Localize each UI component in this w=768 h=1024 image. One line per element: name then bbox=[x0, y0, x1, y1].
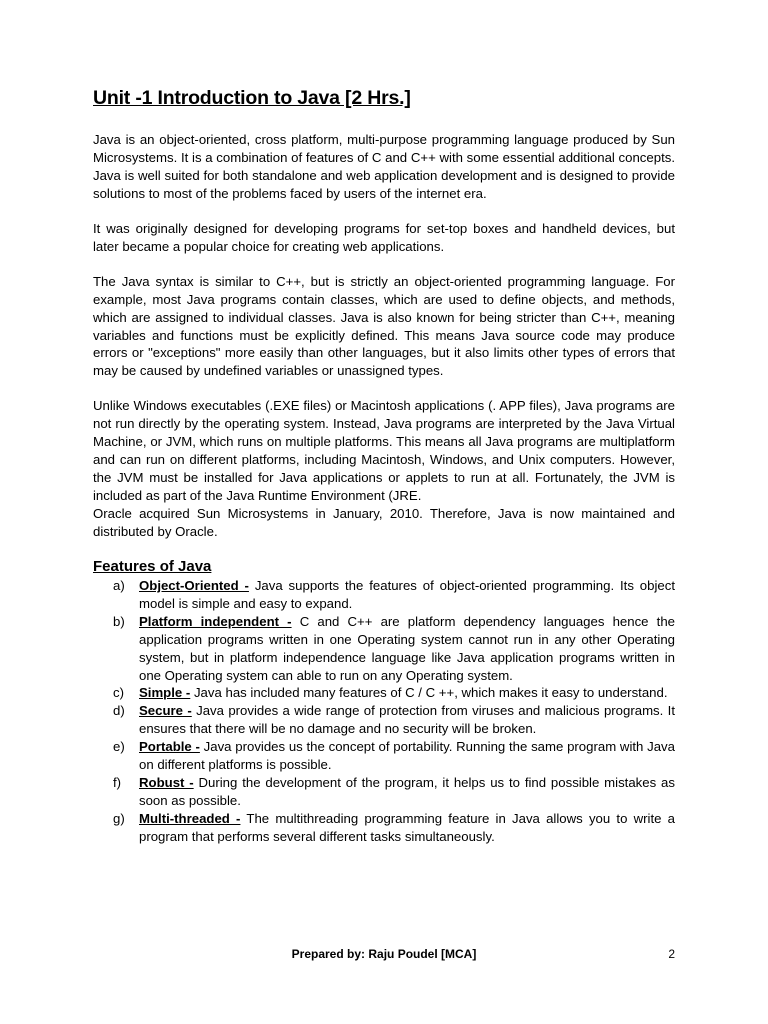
features-list bbox=[93, 577, 675, 846]
syntax-paragraph: The Java syntax is similar to C++, but is strictly an object-oriented programming language. For example, most Java programs contain classes, which are used to define objects, and methods, which are assigned to individual classes. Java is also known for being stricter than C++, meaning variables and functions must be explicitly defined. This means Java source code may produce errors or "exceptions" more easily than other languages, but it also limits other types of errors that may be caused by undefined variables or unassigned types. bbox=[93, 273, 675, 379]
list-item bbox=[93, 810, 675, 846]
list-marker: a) bbox=[113, 577, 125, 593]
list-item bbox=[93, 577, 675, 613]
feature-text: Java has included many features of C / C ++, which makes it easy to understand. bbox=[190, 685, 668, 701]
list-marker: g) bbox=[113, 810, 125, 826]
list-marker: e) bbox=[113, 739, 125, 755]
feature-text: During the development of the program, it helps us to find possible mistakes as soon as possible. bbox=[139, 774, 675, 808]
intro-paragraph: Java is an object-oriented, cross platform, multi-purpose programming language produced by Sun Microsystems. It is a combination of features of C and C++ with some essential additional concepts. Java is well suited for both standalone and web application development and is designed to provide solutions to most of the problems faced by users of the internet era. bbox=[93, 132, 675, 202]
feature-term: Object-Oriented - bbox=[139, 577, 249, 593]
feature-term: Platform independent - bbox=[139, 613, 292, 629]
list-marker: c) bbox=[113, 685, 124, 701]
jvm-paragraph: Unlike Windows executables (.EXE files) or Macintosh applications (. APP files), Java programs are not run directly by the operating system. Instead, Java programs are interpreted by the Java Virtual Machine, or JVM, which runs on multiple platforms. This means all Java programs are multiplatform and can run on different platforms, including Macintosh, Windows, and Unix computers. However, the JVM must be installed for Java applications or applets to run at all. Fortunately, the JVM is included as part of the Java Runtime Environment (JRE. bbox=[93, 398, 675, 503]
feature-description bbox=[139, 613, 675, 685]
feature-term: Simple - bbox=[139, 685, 191, 701]
features-heading: Features of Java bbox=[93, 558, 212, 576]
list-marker: f) bbox=[113, 774, 122, 790]
feature-text: The multithreading programming feature in Java allows you to write a program that performs several different tasks simultaneously. bbox=[139, 810, 675, 844]
feature-term: Portable - bbox=[139, 739, 200, 755]
footer-author: Prepared by: Raju Poudel [MCA] bbox=[291, 947, 477, 961]
feature-term: Multi-threaded - bbox=[139, 810, 241, 826]
list-item bbox=[93, 738, 675, 774]
history-paragraph: It was originally designed for developing programs for set-top boxes and handheld devices, but later became a popular choice for creating web applications. bbox=[93, 220, 675, 254]
list-marker: b) bbox=[113, 613, 125, 629]
feature-description bbox=[139, 577, 675, 613]
page-title: Unit -1 Introduction to Java [2 Hrs.] bbox=[93, 87, 411, 109]
feature-text: Java provides us the concept of portability. Running the same program with Java on different platforms is possible. bbox=[139, 739, 675, 773]
feature-term: Robust - bbox=[139, 774, 194, 790]
feature-text: Java supports the features of object-oriented programming. Its object model is simple and easy to expand. bbox=[139, 577, 675, 611]
document-page bbox=[93, 86, 675, 846]
list-marker: d) bbox=[113, 703, 125, 719]
page-footer bbox=[93, 947, 675, 965]
feature-description bbox=[139, 738, 675, 774]
feature-text: C and C++ are platform dependency languages hence the application programs written in one Operating system cannot run in any other Operating system, but in platform independence language like Java application programs written in one Operating system can able to run on any Operating system. bbox=[139, 613, 675, 683]
oracle-paragraph: Oracle acquired Sun Microsystems in January, 2010. Therefore, Java is now maintained and distributed by Oracle. bbox=[93, 505, 675, 539]
list-item bbox=[93, 774, 675, 810]
feature-term: Secure - bbox=[139, 703, 192, 719]
feature-description bbox=[139, 684, 675, 702]
list-item bbox=[93, 613, 675, 685]
list-item bbox=[93, 684, 675, 702]
list-item bbox=[93, 702, 675, 738]
page-number: 2 bbox=[668, 947, 675, 961]
feature-description bbox=[139, 774, 675, 810]
feature-text: Java provides a wide range of protection from viruses and malicious programs. It ensures that there will be no damage and no security will be broken. bbox=[139, 703, 675, 737]
feature-description bbox=[139, 810, 675, 846]
feature-description bbox=[139, 702, 675, 738]
